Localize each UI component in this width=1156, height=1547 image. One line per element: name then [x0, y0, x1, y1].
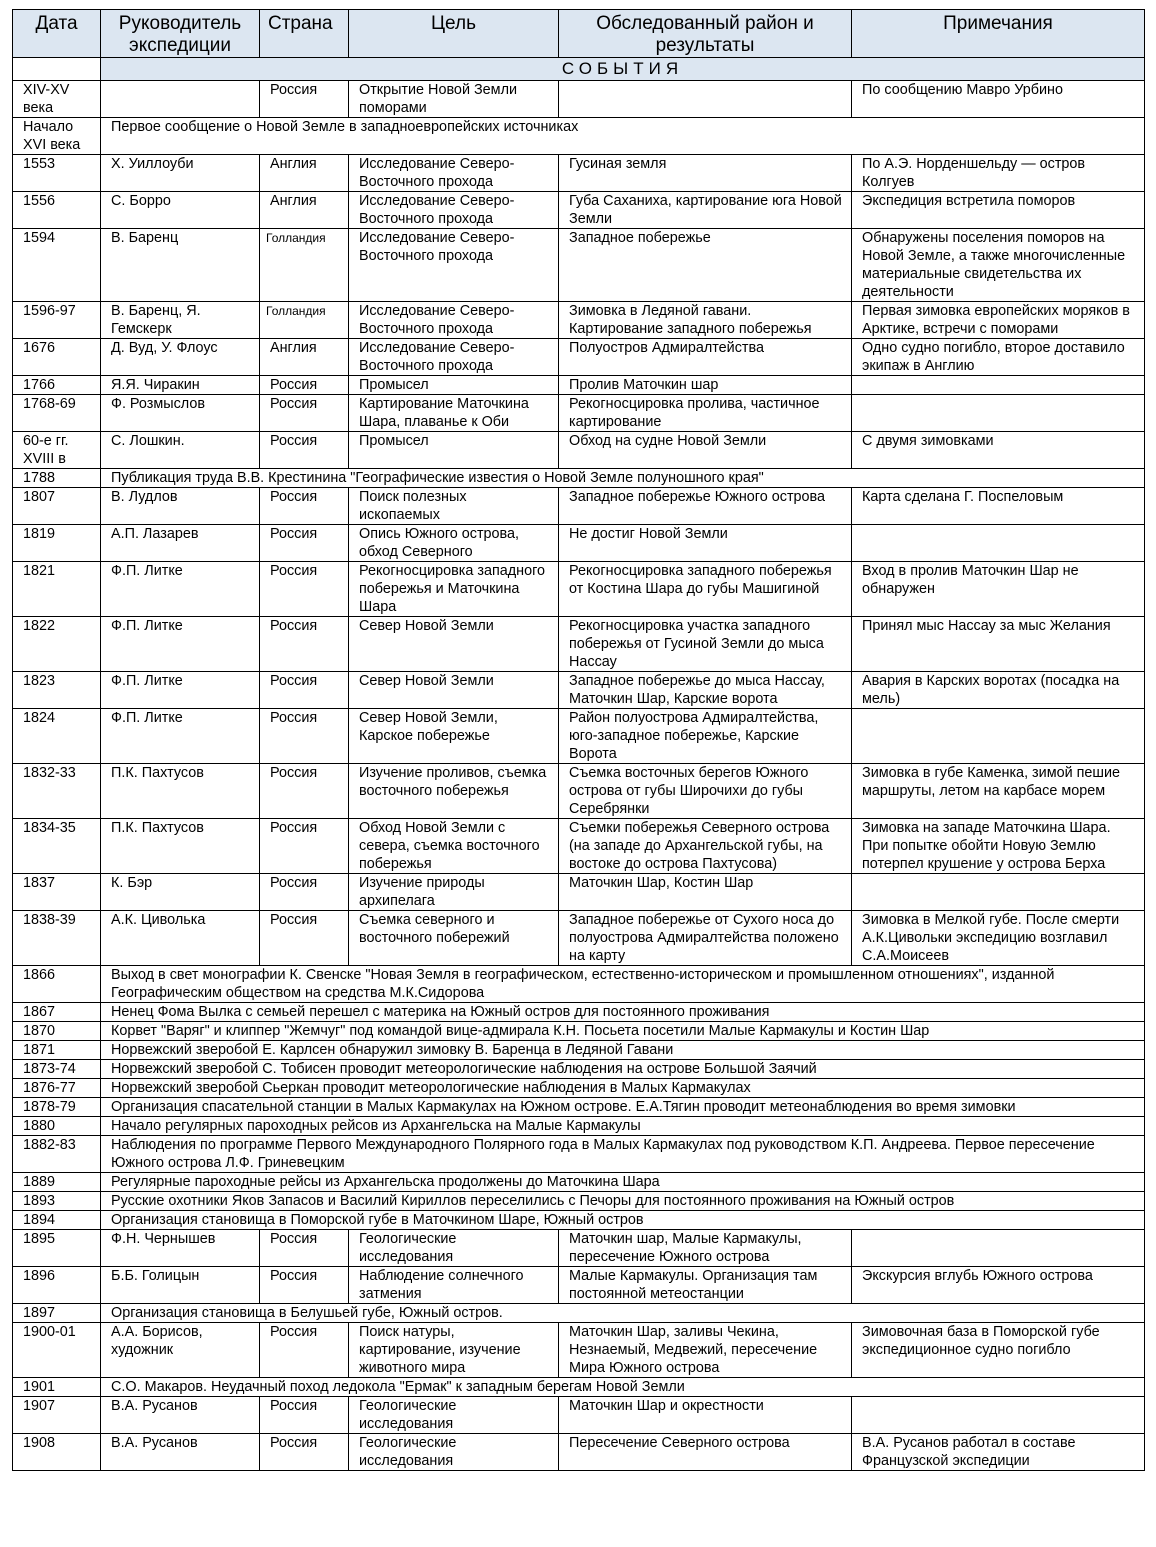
- cell-event: Норвежский зверобой Сьеркан проводит метеорологические наблюдения в Малых Кармакулах: [101, 1079, 1145, 1098]
- cell-goal: Север Новой Земли: [349, 672, 559, 709]
- cell-date: 1596-97: [13, 302, 101, 339]
- cell-date: 1768-69: [13, 395, 101, 432]
- cell-goal: Промысел: [349, 376, 559, 395]
- table-row: [13, 192, 1145, 229]
- cell-area: Рекогносцировка пролива, частичное картирование: [559, 395, 852, 432]
- cell-goal: Исследование Северо-Восточного прохода: [349, 155, 559, 192]
- cell-date: Начало XVI века: [13, 118, 101, 155]
- cell-area: Малые Кармакулы. Организация там постоянной метеостанции: [559, 1267, 852, 1304]
- cell-country: Англия: [260, 192, 349, 229]
- table-row: [13, 1397, 1145, 1434]
- cell-area: Зимовка в Ледяной гавани. Картирование западного побережья: [559, 302, 852, 339]
- cell-goal: Геологические исследования: [349, 1397, 559, 1434]
- cell-country: Россия: [260, 376, 349, 395]
- table-row: [13, 339, 1145, 376]
- cell-notes: [852, 709, 1145, 764]
- cell-leader: В.А. Русанов: [101, 1397, 260, 1434]
- cell-leader: Ф.П. Литке: [101, 709, 260, 764]
- table-row: [13, 1378, 1145, 1397]
- cell-date: 1876-77: [13, 1079, 101, 1098]
- cell-area: Пересечение Северного острова: [559, 1434, 852, 1471]
- cell-country: Россия: [260, 1397, 349, 1434]
- table-row: [13, 709, 1145, 764]
- table-row: [13, 911, 1145, 966]
- cell-goal: Съемка северного и восточного побережий: [349, 911, 559, 966]
- cell-leader: Ф.Н. Чернышев: [101, 1230, 260, 1267]
- cell-goal: Обход Новой Земли с севера, съемка восточного побережья: [349, 819, 559, 874]
- cell-event: Организация становища в Поморской губе в Маточкином Шаре, Южный остров: [101, 1211, 1145, 1230]
- cell-area: Съемки побережья Северного острова (на западе до Архангельской губы, на востоке до острова Пахтусова): [559, 819, 852, 874]
- cell-area: Западное побережье до мыса Нассау, Маточкин Шар, Карские ворота: [559, 672, 852, 709]
- cell-event: Русские охотники Яков Запасов и Василий Кириллов переселились с Печоры для постоянного проживания на Южный остров: [101, 1192, 1145, 1211]
- cell-event: Первое сообщение о Новой Земле в западноевропейских источниках: [101, 118, 1145, 155]
- table-row: [13, 1304, 1145, 1323]
- cell-area: Съемка восточных берегов Южного острова от губы Широчихи до губы Серебрянки: [559, 764, 852, 819]
- cell-area: [559, 81, 852, 118]
- cell-notes: С двумя зимовками: [852, 432, 1145, 469]
- cell-date: 1897: [13, 1304, 101, 1323]
- table-row: [13, 229, 1145, 302]
- table-row: [13, 81, 1145, 118]
- cell-area: Маточкин Шар, заливы Чекина, Незнаемый, Медвежий, пересечение Мира Южного острова: [559, 1323, 852, 1378]
- cell-goal: Исследование Северо-Восточного прохода: [349, 192, 559, 229]
- table-row: [13, 1211, 1145, 1230]
- cell-notes: Зимовка на западе Маточкина Шара. При попытке обойти Новую Землю потерпел крушение у острова Берха: [852, 819, 1145, 874]
- cell-goal: Геологические исследования: [349, 1230, 559, 1267]
- cell-date: 1832-33: [13, 764, 101, 819]
- cell-country: Россия: [260, 874, 349, 911]
- cell-date: 1882-83: [13, 1136, 101, 1173]
- cell-notes: [852, 525, 1145, 562]
- cell-country: Россия: [260, 709, 349, 764]
- table-row: [13, 1079, 1145, 1098]
- cell-notes: Экспедиция встретила поморов: [852, 192, 1145, 229]
- table-row: [13, 819, 1145, 874]
- cell-goal: Изучение природы архипелага: [349, 874, 559, 911]
- table-row: [13, 764, 1145, 819]
- cell-country: Англия: [260, 339, 349, 376]
- cell-leader: В. Лудлов: [101, 488, 260, 525]
- cell-event: Ненец Фома Вылка с семьей перешел с материка на Южный остров для постоянного проживания: [101, 1003, 1145, 1022]
- table-row: [13, 118, 1145, 155]
- cell-date: 1834-35: [13, 819, 101, 874]
- table-row: [13, 1136, 1145, 1173]
- cell-event: Корвет "Варяг" и клиппер "Жемчуг" под командой вице-адмирала К.Н. Посьета посетили Малые Кармакулы и Костин Шар: [101, 1022, 1145, 1041]
- header-country: Страна: [260, 10, 349, 58]
- cell-date: 1676: [13, 339, 101, 376]
- table-row: [13, 1323, 1145, 1378]
- cell-country: Россия: [260, 1434, 349, 1471]
- cell-date: 1821: [13, 562, 101, 617]
- cell-date: 1870: [13, 1022, 101, 1041]
- cell-goal: Геологические исследования: [349, 1434, 559, 1471]
- table-row: [13, 1192, 1145, 1211]
- cell-goal: Поиск натуры, картирование, изучение животного мира: [349, 1323, 559, 1378]
- table-row: [13, 1003, 1145, 1022]
- table-row: [13, 562, 1145, 617]
- header-date: Дата: [13, 10, 101, 58]
- cell-area: Маточкин Шар и окрестности: [559, 1397, 852, 1434]
- cell-area: Рекогносцировка участка западного побережья от Гусиной Земли до мыса Нассау: [559, 617, 852, 672]
- table-row: [13, 488, 1145, 525]
- table-row: [13, 1434, 1145, 1471]
- cell-event: Организация становища в Белушьей губе, Южный остров.: [101, 1304, 1145, 1323]
- cell-event: Норвежский зверобой Е. Карлсен обнаружил зимовку В. Баренца в Ледяной Гавани: [101, 1041, 1145, 1060]
- cell-date: 1594: [13, 229, 101, 302]
- cell-leader: С. Борро: [101, 192, 260, 229]
- cell-date: 1900-01: [13, 1323, 101, 1378]
- table-row: [13, 1022, 1145, 1041]
- cell-date: 1838-39: [13, 911, 101, 966]
- cell-country: Россия: [260, 432, 349, 469]
- table-row: [13, 1117, 1145, 1136]
- cell-goal: Исследование Северо-Восточного прохода: [349, 302, 559, 339]
- cell-event: Выход в свет монографии К. Свенске "Новая Земля в географическом, естественно-историческом и промышленном отношениях", изданной Географическим обществом на средства М.К.Сидорова: [101, 966, 1145, 1003]
- table-row: [13, 1060, 1145, 1079]
- cell-goal: Исследование Северо-Восточного прохода: [349, 339, 559, 376]
- cell-country: Голландия: [260, 302, 349, 339]
- cell-area: Рекогносцировка западного побережья от Костина Шара до губы Машигиной: [559, 562, 852, 617]
- header-goal: Цель: [349, 10, 559, 58]
- cell-date: 60-е гг. XVIII в: [13, 432, 101, 469]
- header-leader: Руководитель экспедиции: [101, 10, 260, 58]
- cell-area: Западное побережье от Сухого носа до полуострова Адмиралтейства положено на карту: [559, 911, 852, 966]
- cell-date: 1807: [13, 488, 101, 525]
- cell-leader: А.К. Циволька: [101, 911, 260, 966]
- cell-area: Пролив Маточкин шар: [559, 376, 852, 395]
- cell-date: 1873-74: [13, 1060, 101, 1079]
- cell-date: 1819: [13, 525, 101, 562]
- cell-notes: По сообщению Мавро Урбино: [852, 81, 1145, 118]
- table-row: [13, 432, 1145, 469]
- cell-notes: [852, 376, 1145, 395]
- cell-country: Англия: [260, 155, 349, 192]
- cell-country: Россия: [260, 395, 349, 432]
- cell-event: Начало регулярных пароходных рейсов из Архангельска на Малые Кармакулы: [101, 1117, 1145, 1136]
- cell-date: XIV-XV века: [13, 81, 101, 118]
- cell-leader: Я.Я. Чиракин: [101, 376, 260, 395]
- cell-date: 1824: [13, 709, 101, 764]
- cell-leader: А.П. Лазарев: [101, 525, 260, 562]
- table-row: [13, 1267, 1145, 1304]
- cell-area: Гусиная земля: [559, 155, 852, 192]
- cell-date: 1556: [13, 192, 101, 229]
- cell-country: Россия: [260, 81, 349, 118]
- cell-leader: С. Лошкин.: [101, 432, 260, 469]
- cell-notes: Первая зимовка европейских моряков в Арктике, встречи с поморами: [852, 302, 1145, 339]
- cell-date: 1871: [13, 1041, 101, 1060]
- cell-country: Россия: [260, 764, 349, 819]
- cell-event: Норвежский зверобой С. Тобисен проводит метеорологические наблюдения на острове Большой Заячий: [101, 1060, 1145, 1079]
- header-notes: Примечания: [852, 10, 1145, 58]
- cell-leader: К. Бэр: [101, 874, 260, 911]
- cell-area: Западное побережье: [559, 229, 852, 302]
- cell-country: Россия: [260, 562, 349, 617]
- cell-leader: П.К. Пахтусов: [101, 764, 260, 819]
- table-row: [13, 1041, 1145, 1060]
- cell-leader: Ф.П. Литке: [101, 562, 260, 617]
- cell-notes: [852, 1397, 1145, 1434]
- cell-area: Маточкин Шар, Костин Шар: [559, 874, 852, 911]
- table-row: [13, 469, 1145, 488]
- cell-leader: Х. Уиллоуби: [101, 155, 260, 192]
- cell-leader: В. Баренц: [101, 229, 260, 302]
- expeditions-table: [12, 9, 1145, 1471]
- cell-country: Россия: [260, 525, 349, 562]
- cell-goal: Поиск полезных ископаемых: [349, 488, 559, 525]
- cell-date: 1837: [13, 874, 101, 911]
- cell-date: 1823: [13, 672, 101, 709]
- cell-date: 1553: [13, 155, 101, 192]
- section-row: [13, 58, 1145, 81]
- table-row: [13, 966, 1145, 1003]
- cell-notes: Зимовка в Мелкой губе. После смерти А.К.Цивольки экспедицию возглавил С.А.Моисеев: [852, 911, 1145, 966]
- cell-date: 1822: [13, 617, 101, 672]
- cell-notes: [852, 395, 1145, 432]
- cell-notes: [852, 874, 1145, 911]
- cell-area: Район полуострова Адмиралтейства, юго-западное побережье, Карские Ворота: [559, 709, 852, 764]
- cell-notes: Экскурсия вглубь Южного острова: [852, 1267, 1145, 1304]
- cell-leader: Д. Вуд, У. Флоус: [101, 339, 260, 376]
- cell-goal: Север Новой Земли, Карское побережье: [349, 709, 559, 764]
- cell-notes: Зимовочная база в Поморской губе экспедиционное судно погибло: [852, 1323, 1145, 1378]
- cell-date: 1867: [13, 1003, 101, 1022]
- cell-date: 1788: [13, 469, 101, 488]
- cell-leader: В. Баренц, Я. Гемскерк: [101, 302, 260, 339]
- cell-event: Регулярные пароходные рейсы из Архангельска продолжены до Маточкина Шара: [101, 1173, 1145, 1192]
- cell-goal: Открытие Новой Земли поморами: [349, 81, 559, 118]
- cell-area: Полуостров Адмиралтейства: [559, 339, 852, 376]
- cell-goal: Опись Южного острова, обход Северного: [349, 525, 559, 562]
- cell-country: Россия: [260, 819, 349, 874]
- cell-area: Маточкин шар, Малые Кармакулы, пересечение Южного острова: [559, 1230, 852, 1267]
- cell-area: Губа Саханиха, картирование юга Новой Земли: [559, 192, 852, 229]
- cell-event: С.О. Макаров. Неудачный поход ледокола "Ермак" к западным берегам Новой Земли: [101, 1378, 1145, 1397]
- cell-event: Наблюдения по программе Первого Международного Полярного года в Малых Кармакулах под руководством К.П. Андреева. Первое пересечение Южного острова Л.Ф. Гриневецким: [101, 1136, 1145, 1173]
- cell-notes: Принял мыс Нассау за мыс Желания: [852, 617, 1145, 672]
- cell-goal: Рекогносцировка западного побережья и Маточкина Шара: [349, 562, 559, 617]
- table-row: [13, 155, 1145, 192]
- cell-notes: [852, 1230, 1145, 1267]
- cell-area: Западное побережье Южного острова: [559, 488, 852, 525]
- cell-date: 1908: [13, 1434, 101, 1471]
- table-row: [13, 302, 1145, 339]
- table-row: [13, 525, 1145, 562]
- cell-notes: Вход в пролив Маточкин Шар не обнаружен: [852, 562, 1145, 617]
- cell-area: Обход на судне Новой Земли: [559, 432, 852, 469]
- cell-date: 1878-79: [13, 1098, 101, 1117]
- cell-date: 1894: [13, 1211, 101, 1230]
- table-row: [13, 1173, 1145, 1192]
- cell-event: Организация спасательной станции в Малых Кармакулах на Южном острове. Е.А.Тягин проводит метеонаблюдения во время зимовки: [101, 1098, 1145, 1117]
- table-row: [13, 1230, 1145, 1267]
- cell-goal: Север Новой Земли: [349, 617, 559, 672]
- cell-date: 1907: [13, 1397, 101, 1434]
- cell-date: 1889: [13, 1173, 101, 1192]
- cell-country: Россия: [260, 1267, 349, 1304]
- cell-leader: [101, 81, 260, 118]
- section-title: СОБЫТИЯ: [101, 58, 1145, 81]
- cell-leader: В.А. Русанов: [101, 1434, 260, 1471]
- cell-date: 1896: [13, 1267, 101, 1304]
- table-row: [13, 672, 1145, 709]
- cell-date: 1893: [13, 1192, 101, 1211]
- cell-date: 1901: [13, 1378, 101, 1397]
- cell-notes: Авария в Карских воротах (посадка на мель): [852, 672, 1145, 709]
- cell-leader: А.А. Борисов, художник: [101, 1323, 260, 1378]
- cell-notes: Зимовка в губе Каменка, зимой пешие маршруты, летом на карбасе морем: [852, 764, 1145, 819]
- table-row: [13, 874, 1145, 911]
- cell-leader: Ф.П. Литке: [101, 617, 260, 672]
- cell-country: Россия: [260, 672, 349, 709]
- cell-date: 1880: [13, 1117, 101, 1136]
- cell-notes: Карта сделана Г. Поспеловым: [852, 488, 1145, 525]
- cell-date: 1895: [13, 1230, 101, 1267]
- cell-leader: Б.Б. Голицын: [101, 1267, 260, 1304]
- cell-notes: По А.Э. Норденшельду — остров Колгуев: [852, 155, 1145, 192]
- cell-country: Россия: [260, 911, 349, 966]
- cell-goal: Картирование Маточкина Шара, плаванье к Оби: [349, 395, 559, 432]
- table-row: [13, 395, 1145, 432]
- cell-notes: Одно судно погибло, второе доставило экипаж в Англию: [852, 339, 1145, 376]
- cell-notes: В.А. Русанов работал в составе Французской экспедиции: [852, 1434, 1145, 1471]
- cell-country: Голландия: [260, 229, 349, 302]
- cell-goal: Исследование Северо-Восточного прохода: [349, 229, 559, 302]
- table-row: [13, 376, 1145, 395]
- table-row: [13, 1098, 1145, 1117]
- cell-country: Россия: [260, 617, 349, 672]
- cell-date: 1866: [13, 966, 101, 1003]
- header-area: Обследованный район и результаты: [559, 10, 852, 58]
- cell-event: Публикация труда В.В. Крестинина "Географические известия о Новой Земле полуношного края": [101, 469, 1145, 488]
- cell-area: Не достиг Новой Земли: [559, 525, 852, 562]
- cell-notes: Обнаружены поселения поморов на Новой Земле, а также многочисленные материальные свидетельства их деятельности: [852, 229, 1145, 302]
- cell-goal: Промысел: [349, 432, 559, 469]
- cell-country: Россия: [260, 1230, 349, 1267]
- cell-leader: П.К. Пахтусов: [101, 819, 260, 874]
- cell-country: Россия: [260, 1323, 349, 1378]
- cell-leader: Ф. Розмыслов: [101, 395, 260, 432]
- cell-goal: Изучение проливов, съемка восточного побережья: [349, 764, 559, 819]
- table-row: [13, 617, 1145, 672]
- cell-date: 1766: [13, 376, 101, 395]
- cell-goal: Наблюдение солнечного затмения: [349, 1267, 559, 1304]
- cell-country: Россия: [260, 488, 349, 525]
- header-row: [13, 10, 1145, 58]
- cell-leader: Ф.П. Литке: [101, 672, 260, 709]
